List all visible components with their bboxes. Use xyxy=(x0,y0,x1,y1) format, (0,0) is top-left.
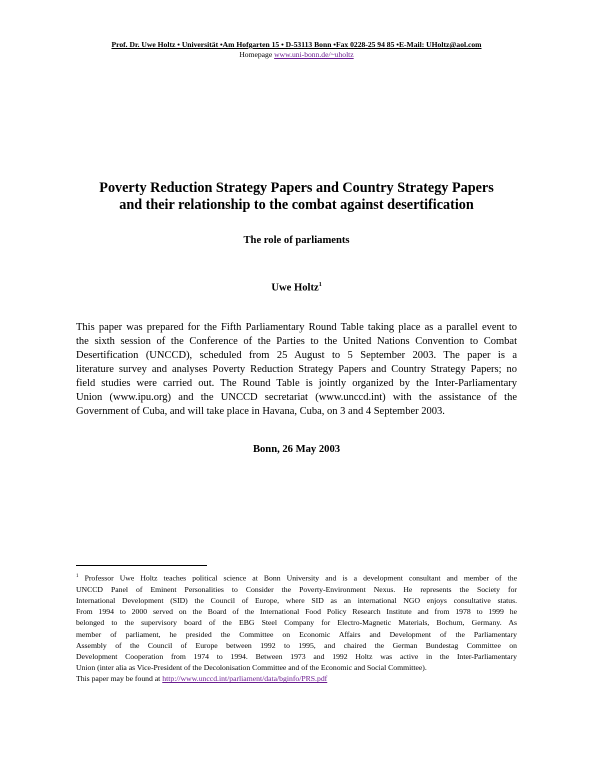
letterhead: Prof. Dr. Uwe Holtz • Universität •Am Hofgarten 15 • D-53113 Bonn •Fax 0228-25 94 85 •E-Mail: UHoltz@aol.com xyxy=(111,40,482,49)
abstract-line: field studies were carried out. The Round Table is jointly organized by the Inter-Parliamentary xyxy=(76,378,517,389)
abstract-line: Desertification (UNCCD), scheduled from 25 August to 5 September 2003. The paper is a xyxy=(76,350,517,361)
author-name: Uwe Holtz xyxy=(271,282,319,294)
footnote-line: Assembly of the Council of Europe between 1992 to 1995, and chaired the German Bundestag Committee on xyxy=(76,640,517,650)
homepage-line xyxy=(0,50,593,59)
homepage-link[interactable]: www.uni-bonn.de/~uholtz xyxy=(274,50,354,59)
abstract-line: Union (www.ipu.org) and the UNCCD secretariat (www.unccd.int) with the assistance of the xyxy=(76,392,517,403)
footnote-line: International Development (SID) the Council of Europe, where SID as an international NGO enjoys consultative status. xyxy=(76,595,517,605)
abstract-line: Government of Cuba, and will take place in Havana, Cuba, on 3 and 4 September 2003. xyxy=(76,406,445,417)
homepage-label: Homepage xyxy=(239,50,275,59)
footnote-mark: 1 xyxy=(76,574,79,579)
abstract-line: literature survey and analyses Poverty Reduction Strategy Papers and Country Strategy Papers; no xyxy=(76,364,517,375)
footnote-separator xyxy=(76,565,207,566)
footnote-line: member of parliament, he presided the Committee on Economic Affairs and Development of the Parliamentary xyxy=(76,629,517,639)
footnote xyxy=(76,571,517,685)
footnote-line: UNCCD Panel of Eminent Personalities to Consider the Poverty-Environment Nexus. He represents the Society for xyxy=(76,584,517,594)
footnote-source-link[interactable]: http://www.unccd.int/parliament/data/bginfo/PRS.pdf xyxy=(162,674,328,684)
document-title xyxy=(0,180,593,214)
footnote-line xyxy=(76,571,517,584)
footnote-source-prefix: This paper may be found at xyxy=(76,674,163,684)
document-subtitle: The role of parliaments xyxy=(243,235,350,246)
footnote-source-line xyxy=(76,673,517,684)
footnote-line: belonged to the supervisory board of the EBG Steel Company for Electro-Magnetic Materials, Bochum, Germany. As xyxy=(76,618,517,628)
abstract-line: the sixth session of the Conference of the Parties to the United Nations Convention to Combat xyxy=(76,336,517,347)
abstract-line: This paper was prepared for the Fifth Parliamentary Round Table taking place as a parallel event to xyxy=(76,322,517,333)
footnote-line: Development Cooperation from 1974 to 1994. Between 1973 and 1992 Holtz was active in the Inter-Parliamentary xyxy=(76,651,517,661)
abstract-paragraph xyxy=(76,321,517,419)
document-date: Bonn, 26 May 2003 xyxy=(252,444,341,455)
author-footnote-mark[interactable]: 1 xyxy=(318,282,322,288)
title-line-2: and their relationship to the combat against desertification xyxy=(119,197,474,213)
footnote-line: Union (inter alia as Vice-President of the Decolonisation Committee and of the Economic and Social Committee). xyxy=(76,663,427,673)
footnote-line: From 1994 to 2000 served on the Board of the International Food Policy Research Institute and from 1978 to 1999 he xyxy=(76,607,517,617)
title-line-1: Poverty Reduction Strategy Papers and Country Strategy Papers xyxy=(99,180,494,196)
author-line xyxy=(0,282,593,294)
footnote-line-text: Professor Uwe Holtz teaches political science at Bonn University and is a development consultant and member of the xyxy=(78,573,517,583)
